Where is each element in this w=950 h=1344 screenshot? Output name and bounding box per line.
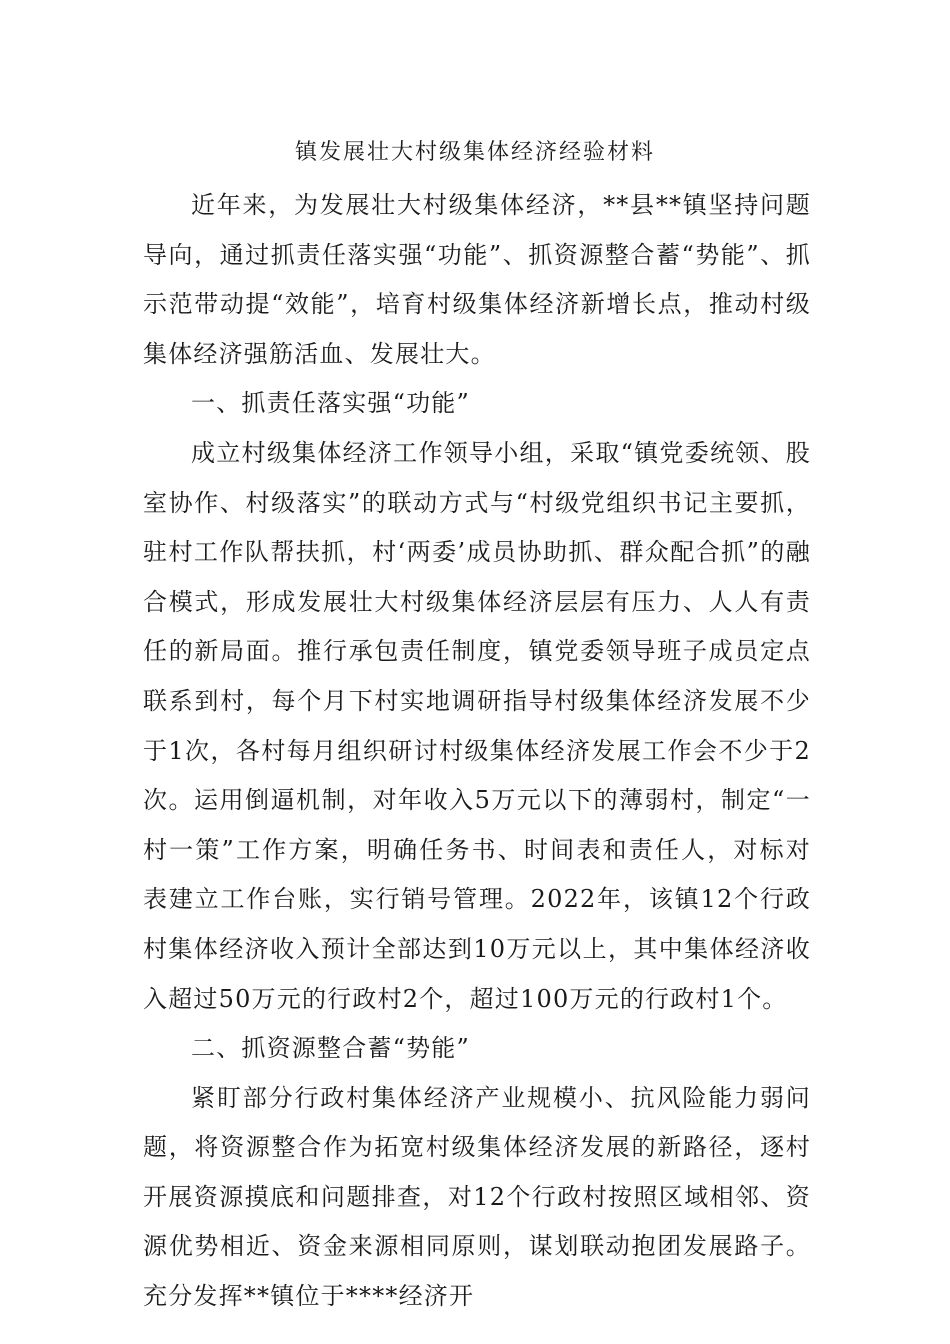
paragraph-intro: 近年来，为发展壮大村级集体经济，**县**镇坚持问题导向，通过抓责任落实强“功能”、抓资源整合蓄“势能”、抓示范带动提“效能”，培育村级集体经济新增长点，推动村级集体经济强筋活血、发展壮大。 (143, 191, 811, 368)
paragraph-section-1: 成立村级集体经济工作领导小组，采取“镇党委统领、股室协作、村级落实”的联动方式与“村级党组织书记主要抓，驻村工作队帮扶抓，村‘两委’成员协助抓、群众配合抓”的融合模式，形成发展壮大村级集体经济层层有压力、人人有责任的新局面。推行承包责任制度，镇党委领导班子成员定点联系到村，每个月下村实地调研指导村级集体经济发展不少于1次，各村每月组织研讨村级集体经济发展工作会不少于2次。运用倒逼机制，对年收入5万元以下的薄弱村，制定“一村一策”工作方案，明确任务书、时间表和责任人，对标对表建立工作台账，实行销号管理。2022年，该镇12个行政村集体经济收入预计全部达到10万元以上，其中集体经济收入超过50万元的行政村2个，超过100万元的行政村1个。 (143, 438, 811, 1013)
paragraph-section-2: 紧盯部分行政村集体经济产业规模小、抗风险能力弱问题，将资源整合作为拓宽村级集体经济发展的新路径，逐村开展资源摸底和问题排查，对12个行政村按照区域相邻、资源优势相近、资金来源相同原则，谋划联动抱团发展路子。充分发挥**镇位于****经济开 (143, 1083, 811, 1311)
section-heading-2: 二、抓资源整合蓄“势能” (191, 1034, 470, 1063)
section-heading-1: 一、抓责任落实强“功能” (191, 389, 470, 418)
document-title: 镇发展壮大村级集体经济经验材料 (294, 140, 655, 165)
document-body (143, 181, 811, 1322)
